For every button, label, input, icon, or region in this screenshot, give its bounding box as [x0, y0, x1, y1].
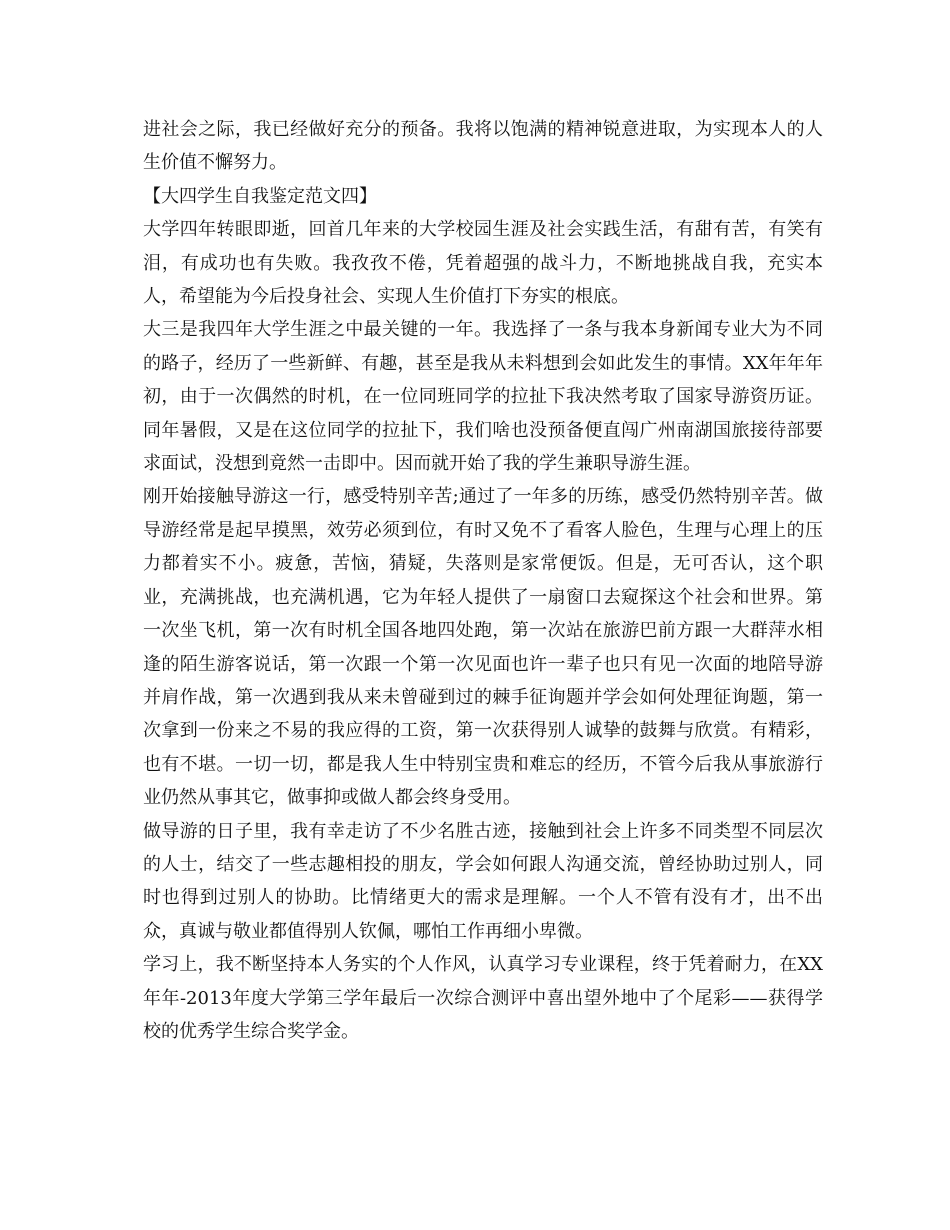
paragraph-intro-continuation: 进社会之际，我已经做好充分的预备。我将以饱满的精神锐意进取，为实现本人的人生价值不懈努力。	[143, 119, 823, 174]
paragraph-junior-year: 大三是我四年大学生涯之中最关键的一年。我选择了一条与我本身新闻专业大为不同的路子，经历了一些新鲜、有趣，甚至是我从未料想到会如此发生的事情。XX年年年初，由于一次偶然的时机，在一位同班同学的拉扯下我决然考取了国家导游资历证。同年暑假，又是在这位同学的拉扯下，我们啥也没预备便直闯广州南湖国旅接待部要求面试，没想到竟然一击即中。因而就开始了我的学生兼职导游生涯。	[143, 319, 823, 475]
paragraph-study: 学习上，我不断坚持本人务实的个人作风，认真学习专业课程，终于凭着耐力，在XX年年-2013年度大学第三学年最后一次综合测评中喜出望外地中了个尾彩——获得学校的优秀学生综合奖学金。	[143, 954, 823, 1042]
paragraph-tour-guide-experience: 刚开始接触导游这一行，感受特别辛苦;通过了一年多的历练，感受仍然特别辛苦。做导游经常是起早摸黑，效劳必须到位，有时又免不了看客人脸色，生理与心理上的压力都着实不小。疲惫，苦恼，猜疑，失落则是家常便饭。但是，无可否认，这个职业，充满挑战，也充满机遇，它为年轻人提供了一扇窗口去窥探这个社会和世界。第一次坐飞机，第一次有时机全国各地四处跑，第一次站在旅游巴前方跟一大群萍水相逢的陌生游客说话，第一次跟一个第一次见面也许一辈子也只有见一次面的地陪导游并肩作战，第一次遇到我从来未曾碰到过的棘手征询题并学会如何处理征询题，第一次拿到一份来之不易的我应得的工资，第一次获得别人诚挚的鼓舞与欣赏。有精彩，也有不堪。一切一切，都是我人生中特别宝贵和难忘的经历，不管今后我从事旅游行业仍然从事其它，做事抑或做人都会终身受用。	[143, 486, 823, 809]
document-body	[143, 113, 823, 1048]
paragraph-overview: 大学四年转眼即逝，回首几年来的大学校园生涯及社会实践生活，有甜有苦，有笑有泪，有成功也有失败。我孜孜不倦，凭着超强的战斗力，不断地挑战自我，充实本人，希望能为今后投身社会、实现人生价值打下夯实的根底。	[143, 219, 823, 308]
paragraph-social-growth: 做导游的日子里，我有幸走访了不少名胜古迹，接触到社会上许多不同类型不同层次的人士，结交了一些志趣相投的朋友，学会如何跟人沟通交流，曾经协助过别人，同时也得到过别人的协助。比情绪更大的需求是理解。一个人不管有没有才，出不出众，真诚与敬业都值得别人钦佩，哪怕工作再细小卑微。	[143, 820, 823, 942]
section-heading: 【大四学生自我鉴定范文四】	[143, 185, 377, 207]
